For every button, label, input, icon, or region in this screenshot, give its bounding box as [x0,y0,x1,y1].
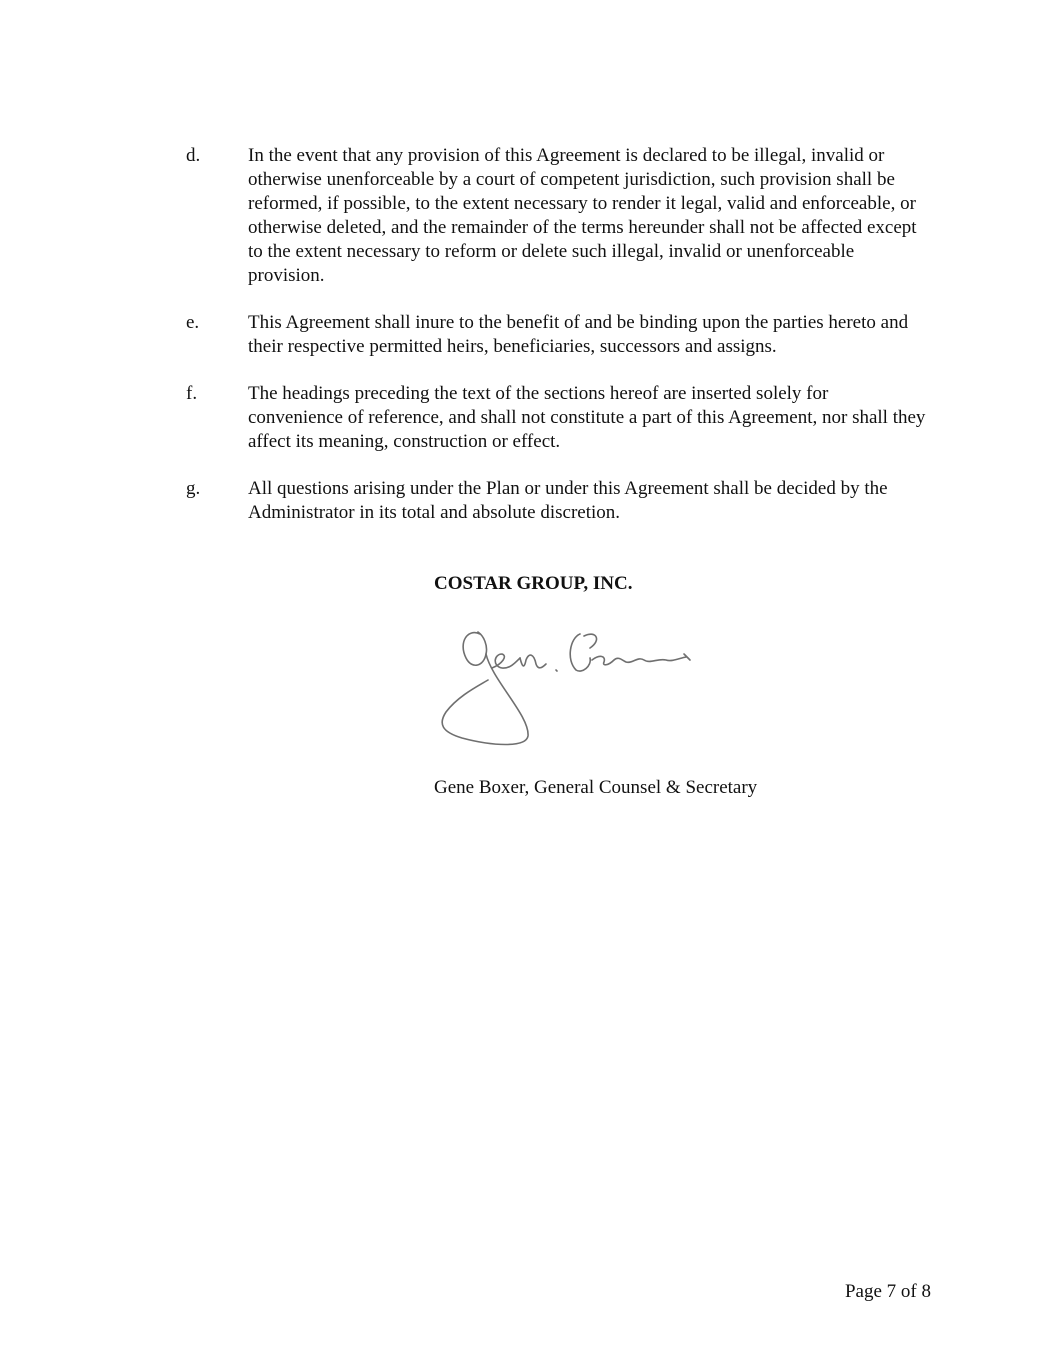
company-name: COSTAR GROUP, INC. [434,573,633,594]
clause-text: The headings preceding the text of the sections hereof are inserted solely for convenience of reference, and shall not constitute a part of this Agreement, nor shall they affect its meaning, construction or effect. [248,383,926,452]
page-number: Page 7 of 8 [844,1281,931,1302]
clause-letter: f. [186,383,198,404]
clause-text: In the event that any provision of this Agreement is declared to be illegal, invalid or otherwise unenforceable by a court of competent jurisdiction, such provision shall be reformed, if possible, to the extent necessary to render it legal, valid and enforceable, or otherwise deleted, and the remainder of the terms hereunder shall not be affected except to the extent necessary to reform or delete such illegal, invalid or unenforceable provision. [248,145,917,286]
signer-name-title: Gene Boxer, General Counsel & Secretary [434,777,758,798]
clause-g [186,477,926,525]
signature-icon [432,620,702,752]
clause-letter: e. [186,312,200,333]
clause-text: This Agreement shall inure to the benefit of and be binding upon the parties hereto and their respective permitted heirs, beneficiaries, successors and assigns. [248,312,909,357]
clause-e [186,311,926,359]
clause-f [186,382,926,454]
clause-d [186,144,926,288]
clause-text: All questions arising under the Plan or under this Agreement shall be decided by the Administrator in its total and absolute discretion. [248,478,888,523]
clause-letter: d. [186,145,201,166]
clause-letter: g. [186,478,201,499]
clause-list [186,144,926,548]
